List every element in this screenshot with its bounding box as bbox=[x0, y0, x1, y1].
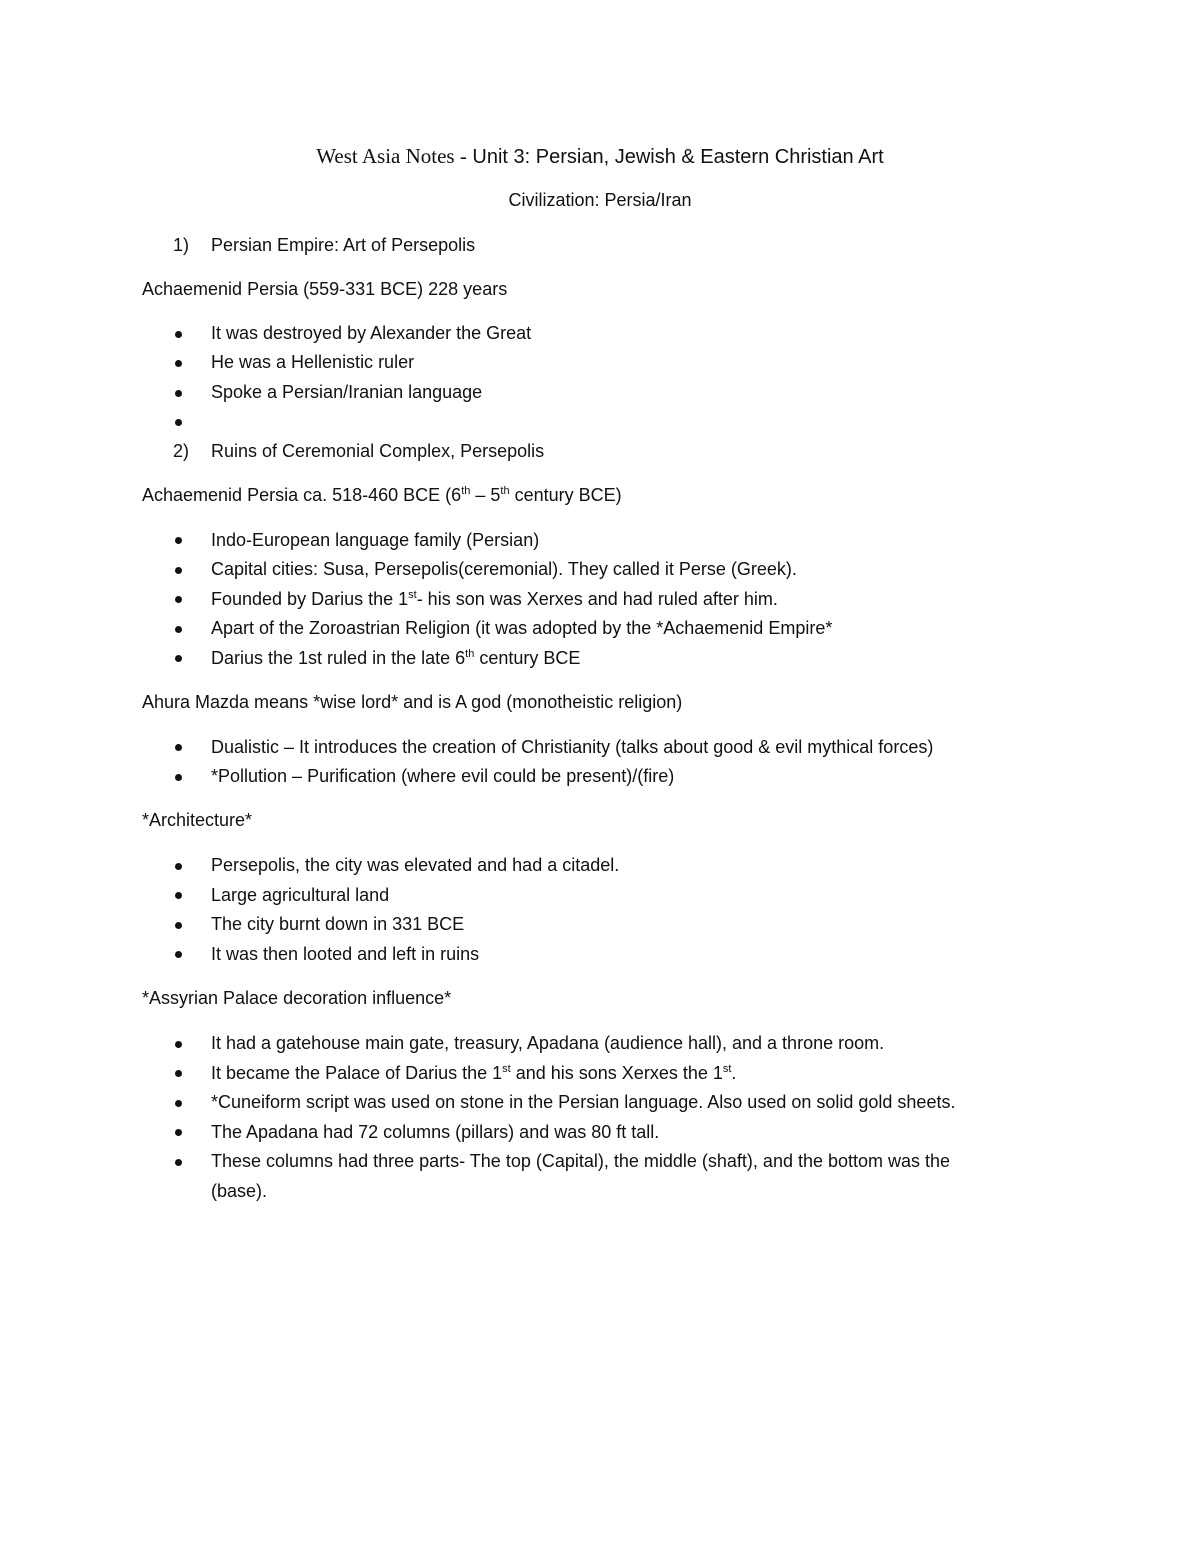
section1-number: 1) bbox=[173, 235, 190, 255]
list-item: *Pollution – Purification (where evil could be present)/(fire) bbox=[211, 766, 675, 786]
bullet-icon bbox=[175, 1041, 182, 1048]
list-item: The city burnt down in 331 BCE bbox=[211, 914, 465, 934]
bullet-icon bbox=[175, 744, 182, 751]
list-item: Spoke a Persian/Iranian language bbox=[211, 382, 483, 402]
list-item: Large agricultural land bbox=[211, 885, 390, 905]
bullet-icon bbox=[175, 360, 182, 367]
bullet-icon bbox=[175, 596, 182, 603]
title-serif-part: West Asia Notes - bbox=[316, 144, 467, 168]
list-item: It was destroyed by Alexander the Great bbox=[211, 323, 532, 343]
bullet-icon bbox=[175, 863, 182, 870]
list-item: Founded by Darius the 1st- his son was Xerxes and had ruled after him. bbox=[211, 589, 778, 609]
bullet-icon bbox=[175, 655, 182, 662]
section2-subhead: Achaemenid Persia ca. 518-460 BCE (6th – 5th century BCE) bbox=[142, 485, 622, 505]
list-item: He was a Hellenistic ruler bbox=[211, 352, 415, 372]
list-item: Capital cities: Susa, Persepolis(ceremonial). They called it Perse (Greek). bbox=[211, 559, 797, 579]
list-item: It became the Palace of Darius the 1st and his sons Xerxes the 1st. bbox=[211, 1063, 737, 1083]
assyrian-heading: *Assyrian Palace decoration influence* bbox=[142, 988, 452, 1008]
bullet-icon bbox=[175, 626, 182, 633]
section1-subhead: Achaemenid Persia (559-331 BCE) 228 years bbox=[142, 279, 508, 299]
list-item-continuation: (base). bbox=[211, 1181, 268, 1201]
bullet-icon bbox=[175, 537, 182, 544]
list-item: Dualistic – It introduces the creation of Christianity (talks about good & evil mythical forces) bbox=[211, 737, 934, 757]
list-item: *Cuneiform script was used on stone in the Persian language. Also used on solid gold sheets. bbox=[211, 1092, 956, 1112]
list-item: Apart of the Zoroastrian Religion (it was adopted by the *Achaemenid Empire* bbox=[211, 618, 833, 638]
bullet-icon bbox=[175, 951, 182, 958]
bullet-icon bbox=[175, 390, 182, 397]
list-item: The Apadana had 72 columns (pillars) and was 80 ft tall. bbox=[211, 1122, 660, 1142]
bullet-icon bbox=[175, 419, 182, 426]
section2-number: 2) bbox=[173, 441, 190, 461]
bullet-icon bbox=[175, 1129, 182, 1136]
bullet-icon bbox=[175, 922, 182, 929]
architecture-heading: *Architecture* bbox=[142, 810, 253, 830]
title-rest-part: Unit 3: Persian, Jewish & Eastern Christian Art bbox=[472, 146, 884, 168]
bullet-icon bbox=[175, 331, 182, 338]
bullet-icon bbox=[175, 892, 182, 899]
bullet-icon bbox=[175, 567, 182, 574]
bullet-icon bbox=[175, 1070, 182, 1077]
list-item: These columns had three parts- The top (Capital), the middle (shaft), and the bottom was the bbox=[211, 1151, 951, 1171]
bullet-icon bbox=[175, 1100, 182, 1107]
list-item: Darius the 1st ruled in the late 6th century BCE bbox=[211, 648, 581, 668]
page-title bbox=[0, 142, 1200, 171]
section2-heading: Ruins of Ceremonial Complex, Persepolis bbox=[211, 441, 545, 461]
bullet-icon bbox=[175, 774, 182, 781]
page-subtitle: Civilization: Persia/Iran bbox=[508, 190, 692, 210]
bullet-icon bbox=[175, 1159, 182, 1166]
section1-heading: Persian Empire: Art of Persepolis bbox=[211, 235, 476, 255]
list-item: Indo-European language family (Persian) bbox=[211, 530, 540, 550]
list-item: Persepolis, the city was elevated and had a citadel. bbox=[211, 855, 620, 875]
list-item: It was then looted and left in ruins bbox=[211, 944, 480, 964]
list-item: It had a gatehouse main gate, treasury, Apadana (audience hall), and a throne room. bbox=[211, 1033, 885, 1053]
ahura-paragraph: Ahura Mazda means *wise lord* and is A god (monotheistic religion) bbox=[142, 692, 683, 712]
